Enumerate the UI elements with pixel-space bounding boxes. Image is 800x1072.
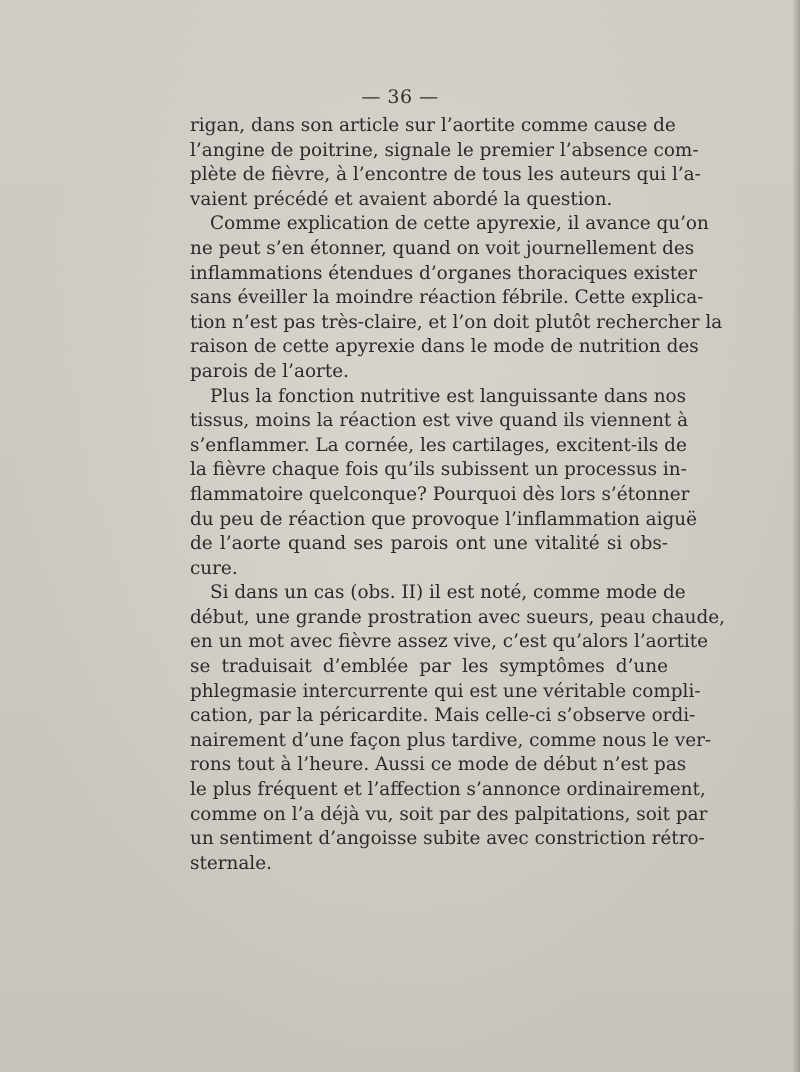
- text-line: inflammations étendues d’organes thoraciques exister: [190, 262, 697, 284]
- text-line: comme on l’a déjà vu, soit par des palpitations, soit par: [190, 803, 708, 825]
- text-line: cation, par la péricardite. Mais celle-ci s’observe ordi-: [190, 705, 696, 727]
- text-line: en un mot avec fièvre assez vive, c’est qu’alors l’aortite: [190, 631, 709, 653]
- text-line: tissus, moins la réaction est vive quand ils viennent à: [190, 410, 689, 432]
- text-line: début, une grande prostration avec sueurs, peau chaude,: [190, 606, 725, 628]
- text-line: un sentiment d’angoisse subite avec constriction rétro-: [190, 828, 705, 850]
- text-line: s’enflammer. La cornée, les cartilages, excitent-ils de: [190, 434, 687, 456]
- text-line: rigan, dans son article sur l’aortite comme cause de: [190, 115, 676, 136]
- body-text: [190, 114, 725, 876]
- text-line: le plus fréquent et l’affection s’annonce ordinairement,: [190, 779, 706, 801]
- text-line: plète de fièvre, à l’encontre de tous les auteurs qui l’a-: [190, 164, 701, 186]
- text-line: cure.: [190, 557, 238, 579]
- text-line: la fièvre chaque fois qu’ils subissent un processus in-: [190, 459, 687, 481]
- text-line: parois de l’aorte.: [190, 360, 349, 382]
- text-line: rons tout à l’heure. Aussi ce mode de début n’est pas: [190, 754, 687, 776]
- text-line: phlegmasie intercurrente qui est une véritable compli-: [190, 680, 701, 702]
- page-number: — 36 —: [361, 86, 439, 108]
- text-line: tion n’est pas très-claire, et l’on doit plutôt rechercher la: [190, 311, 723, 333]
- text-line: sans éveiller la moindre réaction fébrile. Cette explica-: [190, 287, 704, 309]
- text-line: vaient précédé et avaient abordé la question.: [190, 188, 613, 210]
- text-line: flammatoire quelconque? Pourquoi dès lors s’étonner: [190, 483, 690, 505]
- page-edge: [792, 0, 800, 1072]
- text-line: se traduisait d’emblée par les symptômes d’une: [190, 656, 668, 678]
- text-line: l’angine de poitrine, signale le premier l’absence com-: [190, 139, 699, 161]
- text-line: Plus la fonction nutritive est languissante dans nos: [210, 385, 687, 407]
- text-line: raison de cette apyrexie dans le mode de nutrition des: [190, 336, 699, 358]
- text-line: Comme explication de cette apyrexie, il avance qu’on: [210, 213, 709, 235]
- text-line: du peu de réaction que provoque l’inflammation aiguë: [190, 508, 697, 530]
- text-line: ne peut s’en étonner, quand on voit journellement des: [190, 237, 695, 259]
- text-line: Si dans un cas (obs. II) il est noté, comme mode de: [210, 582, 686, 604]
- text-line: nairement d’une façon plus tardive, comme nous le ver-: [190, 729, 712, 751]
- text-line: sternale.: [190, 852, 272, 874]
- text-line: de l’aorte quand ses parois ont une vitalité si obs-: [190, 533, 668, 555]
